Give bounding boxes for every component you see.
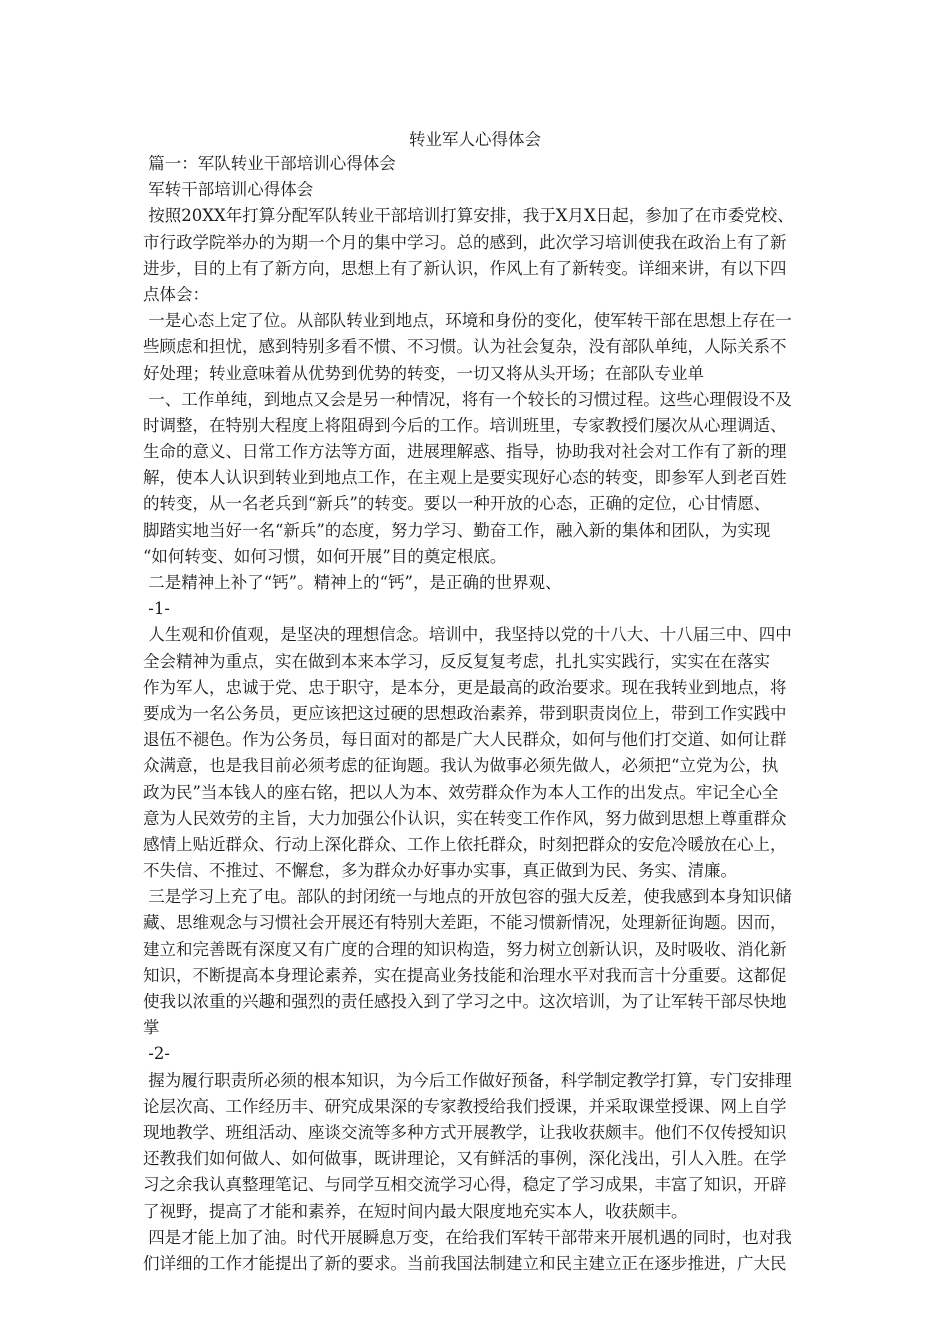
text-line: 藏、思维观念与习惯社会开展还有特别大差距，不能习惯新情况，处理新征询题。因而，: [143, 913, 787, 933]
text-line: 进步，目的上有了新方向，思想上有了新认识，作风上有了新转变。详细来讲，有以下四: [143, 258, 787, 278]
text-line: 还教我们如何做人、如何做事，既讲理论，又有鲜活的事例，深化浅出，引人入胜。在学: [143, 1149, 787, 1169]
text-line: 政为民”当本钱人的座右铭，把以人为本、效劳群众作为本人工作的出发点。牢记全心全: [143, 782, 779, 802]
text-line: 退伍不褪色。作为公务员，每日面对的都是广大人民群众，如何与他们打交道、如何让群: [143, 730, 787, 750]
text-line: 军转干部培训心得体会: [143, 180, 314, 200]
text-line: 掌: [143, 1018, 160, 1038]
text-line: 使我以浓重的兴趣和强烈的责任感投入到了学习之中。这次培训，为了让军转干部尽快地: [143, 992, 787, 1011]
text-line: 建立和完善既有深度又有广度的合理的知识构造，努力树立创新认识，及时吸收、消化新: [143, 939, 787, 959]
text-line: 人生观和价值观，是坚决的理想信念。培训中，我坚持以党的十八大、十八届三中、四中: [143, 625, 792, 645]
text-line: 不失信、不推过、不懈怠，多为群众办好事办实事，真正做到为民、务实、清廉。: [143, 861, 737, 881]
text-line: 点体会：: [143, 284, 209, 304]
text-line: 知识，不断提高本身理论素养，实在提高业务技能和治理水平对我而言十分重要。这都促: [143, 965, 787, 985]
text-line: 些顾虑和担忧，感到特别多看不惯、不习惯。认为社会复杂，没有部队单纯，人际关系不: [143, 337, 787, 357]
text-line: 生命的意义、日常工作方法等方面，进展理解惑、指导，协助我对社会对工作有了新的理: [143, 442, 787, 462]
text-line: 要成为一名公务员，更应该把这过硬的思想政治素养，带到职责岗位上，带到工作实践中: [143, 703, 787, 723]
text-line: 解，使本人认识到转业到地点工作，在主观上是要实现好心态的转变，即参军人到老百姓: [143, 468, 787, 488]
text-line: 论层次高、工作经历丰、研究成果深的专家教授给我们授课，并采取课堂授课、网上自学: [143, 1096, 787, 1116]
document-body: [143, 151, 825, 1277]
text-line: 二是精神上补了“钙”。精神上的“钙”，是正确的世界观、: [143, 573, 562, 592]
text-line: 作为军人，忠诚于党、忠于职守，是本分，更是最高的政治要求。现在我转业到地点，将: [143, 677, 787, 697]
text-line: 习之余我认真整理笔记、与同学互相交流学习心得，稳定了学习成果，丰富了知识，开辟: [143, 1175, 787, 1195]
text-line: 一、工作单纯，到地点又会是另一种情况，将有一个较长的习惯过程。这些心理假设不及: [143, 389, 792, 409]
text-line: 的转变，从一名老兵到“新兵”的转变。要以一种开放的心态，正确的定位，心甘情愿、: [143, 494, 771, 514]
text-line: 四是才能上加了油。时代开展瞬息万变，在给我们军转干部带来开展机遇的同时，也对我: [143, 1227, 792, 1247]
text-line: 好处理；转业意味着从优势到优势的转变，一切又将从头开场；在部队专业单: [143, 363, 704, 383]
text-line: 三是学习上充了电。部队的封闭统一与地点的开放包容的强大反差，使我感到本身知识储: [143, 887, 792, 907]
text-line: 全会精神为重点，实在做到本来本学习，反反复复考虑，扎扎实实践行，实实在在落实: [143, 651, 770, 671]
text-line: 握为履行职责所必须的根本知识，为今后工作做好预备，科学制定教学打算，专门安排理: [143, 1070, 792, 1090]
text-line: 篇一：军队转业干部培训心得体会: [143, 154, 396, 173]
text-line: “如何转变、如何习惯，如何开展”目的奠定根底。: [143, 546, 507, 566]
text-line: 脚踏实地当好一名“新兵”的态度，努力学习、勤奋工作，融入新的集体和团队，为实现: [143, 520, 771, 540]
text-line: 现地教学、班组活动、座谈交流等多种方式开展教学，让我收获颇丰。他们不仅传授知识: [143, 1122, 787, 1142]
text-line: 市行政学院举办的为期一个月的集中学习。总的感到，此次学习培训使我在政治上有了新: [143, 232, 787, 252]
text-line: 感情上贴近群众、行动上深化群众、工作上依托群众，时刻把群众的安危冷暖放在心上，: [143, 834, 787, 854]
page-number: -2-: [143, 1044, 170, 1064]
text-line: 一是心态上定了位。从部队转业到地点，环境和身份的变化，使军转干部在思想上存在一: [143, 311, 792, 331]
text-line: 意为人民效劳的主旨，大力加强公仆认识，实在转变工作作风，努力做到思想上尊重群众: [143, 808, 787, 828]
page-number: -1-: [143, 599, 170, 619]
text-line: 按照20XX年打算分配军队转业干部培训打算安排，我于X月X日起，参加了在市委党校、: [143, 206, 794, 226]
text-line: 时调整，在特别大程度上将阻碍到今后的工作。培训班里，专家教授们屡次从心理调适、: [143, 415, 787, 435]
text-line: 们详细的工作才能提出了新的要求。当前我国法制建立和民主建立正在逐步推进，广大民: [143, 1253, 787, 1273]
text-line: 众满意，也是我目前必须考虑的征询题。我认为做事必须先做人，必须把“立党为公，执: [143, 756, 779, 776]
text-line: 了视野，提高了才能和素养，在短时间内最大限度地充实本人，收获颇丰。: [143, 1201, 688, 1221]
document-title: 转业军人心得体会: [409, 130, 541, 149]
